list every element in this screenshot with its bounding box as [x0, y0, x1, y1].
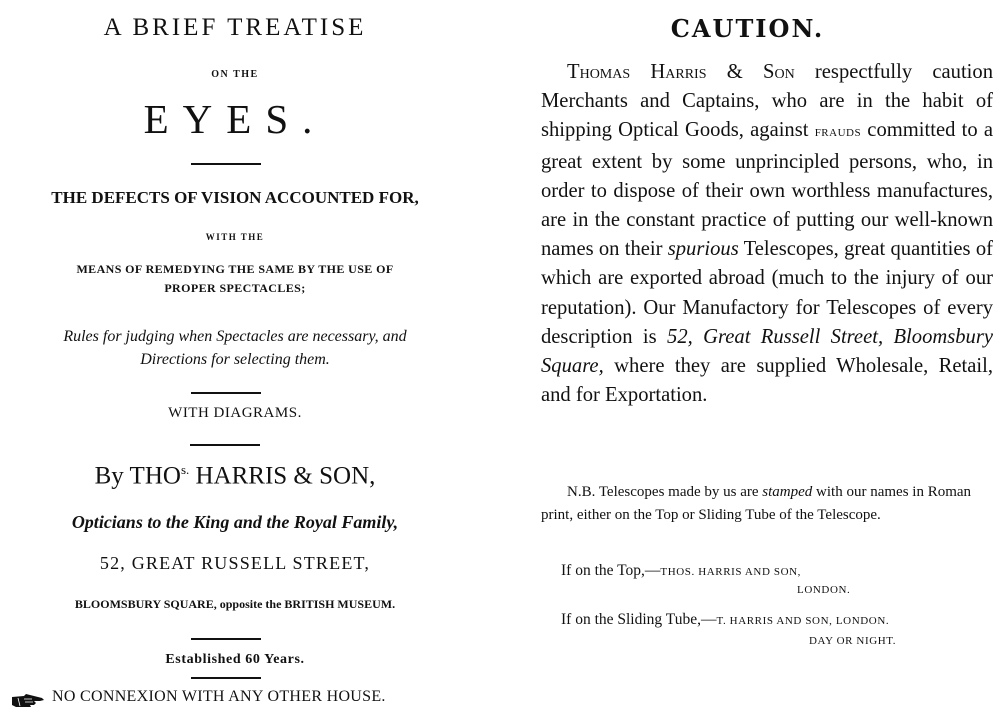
means-line-1: MEANS OF REMEDYING THE SAME BY THE USE OF	[76, 262, 394, 276]
means-line-2: PROPER SPECTACLES;	[164, 281, 306, 295]
treatise-title: A BRIEF TREATISE	[103, 14, 367, 41]
on-the-label: ON THE	[211, 69, 259, 80]
divider-rule	[191, 163, 261, 165]
top-stamp-text: THOS. HARRIS AND SON,	[660, 566, 802, 578]
caution-text-b: committed to a great extent by some unprincipled persons, who, in order to dispose of their own worthless manufactures, are in the constant practice of putting our well-known names on their	[541, 119, 993, 261]
divider-rule	[191, 392, 261, 394]
tube-stamp-motto: DAY OR NIGHT.	[809, 635, 897, 647]
title-page	[0, 0, 470, 725]
opticians-line: Opticians to the King and the Royal Family,	[71, 512, 399, 532]
nb-note	[541, 481, 991, 527]
stamped-word: stamped	[762, 484, 813, 500]
caution-page	[495, 0, 1000, 725]
nb-text-b: with our names in Roman print, either on the Top or Sliding Tube of the Telescope.	[541, 484, 972, 523]
caution-text-c: Telescopes, great quantities of which are exported abroad (much to the injury of our reputation). Our Manufactory for Telescopes of every description is	[541, 238, 993, 348]
pointing-hand-icon	[10, 693, 46, 709]
caution-heading: CAUTION.	[670, 14, 825, 43]
street-address: 52, GREAT RUSSELL STREET,	[99, 553, 371, 573]
rules-text	[0, 325, 470, 371]
frauds-word: frauds	[814, 124, 862, 141]
tube-stamp-line	[561, 611, 889, 629]
author-prefix: By THO	[94, 462, 181, 490]
diagrams-note: WITH DIAGRAMS.	[168, 405, 302, 421]
established-line: Established 60 Years.	[165, 652, 305, 667]
means-text	[0, 260, 470, 298]
eyes-title: EYES.	[143, 96, 327, 142]
caution-text-d: where they are supplied Wholesale, Retail, and for Exportation.	[541, 355, 993, 407]
author-superscript: s.	[180, 462, 190, 477]
divider-rule	[191, 638, 261, 640]
defects-line: THE DEFECTS OF VISION ACCOUNTED FOR,	[51, 188, 419, 207]
nb-text-a: N.B. Telescopes made by us are	[567, 484, 763, 500]
top-label: If on the Top,—	[561, 562, 661, 579]
caution-paragraph	[541, 58, 993, 410]
divider-rule	[190, 444, 260, 446]
tube-label: If on the Sliding Tube,—	[561, 611, 717, 628]
firm-name: Thomas Harris & Son	[567, 61, 795, 83]
divider-rule	[191, 677, 261, 679]
tube-stamp-text: T. HARRIS AND SON, LONDON.	[716, 615, 890, 627]
rules-line-1: Rules for judging when Spectacles are necessary, and	[63, 328, 407, 345]
top-stamp-location: LONDON.	[797, 584, 851, 596]
author-line	[0, 462, 470, 490]
manufactory-address: 52, Great Russell Street, Bloomsbury Square,	[541, 325, 993, 378]
spurious-word: spurious	[667, 238, 739, 261]
rules-line-2: Directions for selecting them.	[140, 351, 330, 368]
with-the-label: WITH THE	[205, 232, 265, 242]
square-address: BLOOMSBURY SQUARE, opposite the BRITISH MUSEUM.	[74, 597, 396, 611]
caution-text-a: respectfully caution Merchants and Captains, who are in the habit of shipping Optical Goods, against	[541, 61, 993, 142]
author-suffix: HARRIS & SON,	[189, 462, 376, 490]
connexion-line: NO CONNEXION WITH ANY OTHER HOUSE.	[52, 688, 386, 705]
top-stamp-line	[561, 562, 801, 580]
